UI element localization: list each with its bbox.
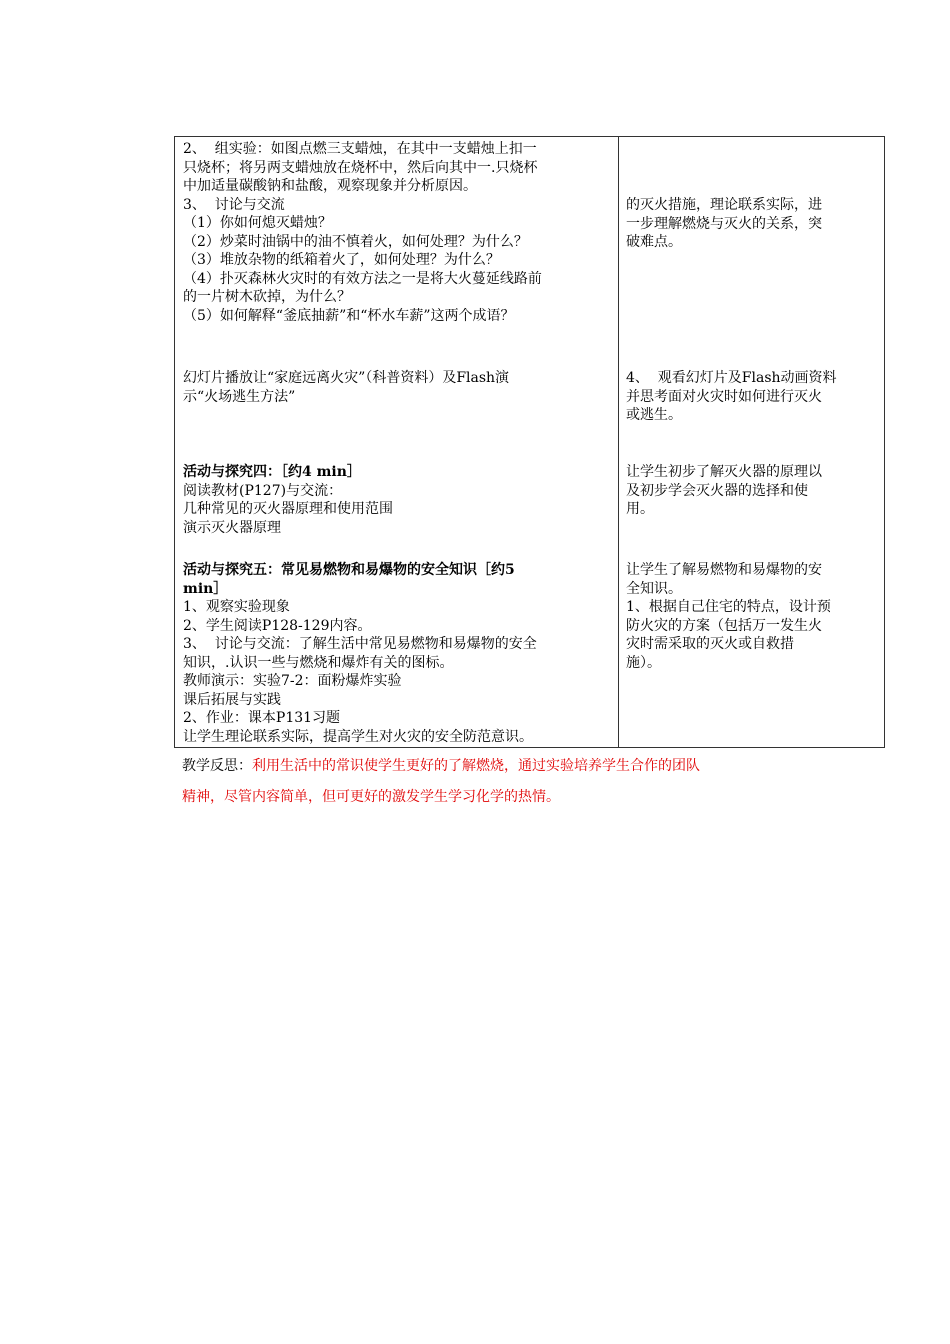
lesson-table <box>174 136 885 748</box>
text-line: 演示灭火器原理 <box>183 519 281 536</box>
text-line: 中加适量碳酸钠和盐酸，观察现象并分析原因。 <box>183 178 477 194</box>
text-line: 教师演示：实验7-2：面粉爆炸实验 <box>183 673 402 689</box>
text-line: 全知识。 <box>626 580 682 597</box>
text-line: （2）炒菜时油锅中的油不慎着火，如何处理？为什么？ <box>183 233 528 250</box>
right-block-slides <box>626 369 878 425</box>
text-line: 1、根据自己住宅的特点，设计预 <box>626 599 831 615</box>
text-line: 1、观察实验现象 <box>183 599 290 615</box>
text-line: 2、学生阅读P128-129内容。 <box>183 617 372 634</box>
reflection-text: 利用生活中的常识使学生更好的了解燃烧，通过实验培养学生合作的团队 <box>252 758 700 774</box>
text-line: 破难点。 <box>626 234 682 250</box>
text-line: 幻灯片播放让“家庭远离火灾”（科普资料）及Flash演 <box>183 370 510 386</box>
text-line: 让学生理论联系实际，提高学生对火灾的安全防范意识。 <box>183 728 533 745</box>
reflection-line-1 <box>182 751 842 782</box>
reflection-label: 教学反思： <box>182 758 252 774</box>
text-line: （4）扑灭森林火灾时的有效方法之一是将大火蔓延线路前 <box>183 270 542 287</box>
text-line: （3）堆放杂物的纸箱着火了，如何处理？为什么？ <box>183 252 500 268</box>
text-line: 4、 观看幻灯片及Flash动画资料 <box>626 370 837 386</box>
text-line: 示“火场逃生方法” <box>183 388 296 405</box>
text-line: 3、 讨论与交流：了解生活中常见易燃物和易爆物的安全 <box>183 636 537 652</box>
right-block-safety <box>626 561 878 672</box>
text-line: 及初步学会灭火器的选择和使 <box>626 482 808 499</box>
text-line: 让学生了解易燃物和易爆物的安 <box>626 562 822 578</box>
activity-title: 活动与探究四：［约4 min］ <box>183 464 361 480</box>
right-block-extinguisher <box>626 463 878 519</box>
text-line: 的灭火措施，理论联系实际，进 <box>626 197 822 213</box>
text-line: 3、 讨论与交流 <box>183 196 285 213</box>
text-line: 几种常见的灭火器原理和使用范围 <box>183 501 393 517</box>
left-block-experiment <box>183 140 613 325</box>
text-line: 一步理解燃烧与灭火的关系，突 <box>626 215 822 232</box>
text-line: 课后拓展与实践 <box>183 691 281 708</box>
left-block-activity-five <box>183 561 613 746</box>
text-line: 施）。 <box>626 654 661 671</box>
text-line: 用。 <box>626 501 654 517</box>
reflection-line-2: 精神，尽管内容简单，但可更好的激发学生学习化学的热情。 <box>182 789 560 805</box>
right-block-purpose <box>626 196 878 252</box>
activity-title-cont: min］ <box>183 580 228 597</box>
activity-title: 活动与探究五：常见易燃物和易爆物的安全知识［约5 <box>183 562 515 578</box>
text-line: （5）如何解释“釜底抽薪”和“杯水车薪”这两个成语？ <box>183 307 515 324</box>
text-line: 的一片树木砍掉，为什么？ <box>183 289 351 305</box>
column-divider <box>618 137 619 747</box>
text-line: 灾时需采取的灭火或自救措 <box>626 636 794 652</box>
text-line: 2、作业：课本P131习题 <box>183 710 341 726</box>
text-line: 或逃生。 <box>626 407 682 423</box>
text-line: 让学生初步了解灭火器的原理以 <box>626 464 822 480</box>
text-line: 知识，.认识一些与燃烧和爆炸有关的图标。 <box>183 654 454 671</box>
text-line: 防火灾的方案（包括万一发生火 <box>626 617 822 634</box>
left-block-slides <box>183 369 613 406</box>
text-line: 并思考面对火灾时如何进行灭火 <box>626 388 822 405</box>
teaching-reflection <box>182 751 842 813</box>
text-line: 2、 组实验：如图点燃三支蜡烛，在其中一支蜡烛上扣一 <box>183 141 537 157</box>
text-line: （1）你如何熄灭蜡烛？ <box>183 215 332 231</box>
text-line: 只烧杯；将另两支蜡烛放在烧杯中，然后向其中一.只烧杯 <box>183 159 538 176</box>
left-block-activity-four <box>183 463 613 537</box>
text-line: 阅读教材(P127)与交流： <box>183 482 343 499</box>
